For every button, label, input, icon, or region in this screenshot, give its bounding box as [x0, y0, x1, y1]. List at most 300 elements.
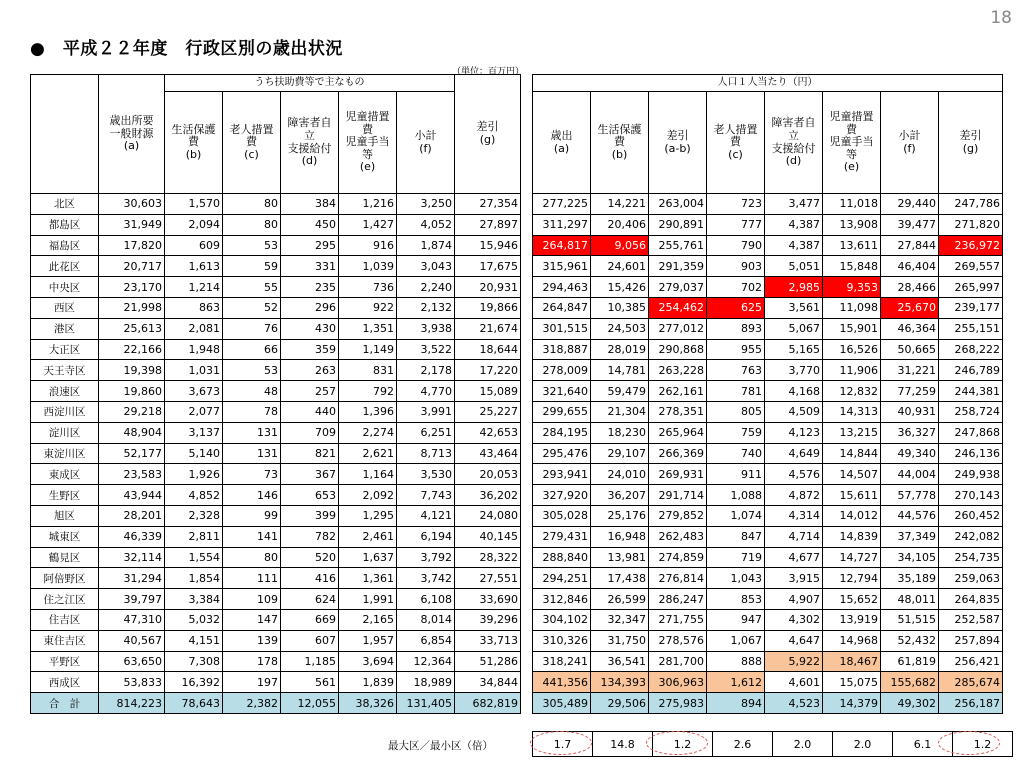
table-cell: 430: [281, 318, 339, 339]
table-cell: 256,421: [939, 651, 1003, 672]
rheader-a: 歳出 (a): [533, 92, 591, 194]
table-row: [31, 381, 521, 402]
table-cell: 53: [223, 235, 281, 256]
table-cell: 1,637: [339, 547, 397, 568]
table-cell: 2,328: [165, 505, 223, 526]
table-row: [533, 297, 1003, 318]
table-cell: 4,576: [765, 464, 823, 485]
table-cell: 20,931: [455, 277, 521, 298]
table-cell: 268,222: [939, 339, 1003, 360]
table-cell: 318,887: [533, 339, 591, 360]
right-per-capita-table: [532, 74, 1003, 714]
table-cell: 78: [223, 401, 281, 422]
table-cell: 1,216: [339, 194, 397, 215]
table-cell: 1,874: [397, 235, 455, 256]
table-row: [533, 672, 1003, 693]
table-cell: 33,713: [455, 630, 521, 651]
table-cell: 36,327: [881, 422, 939, 443]
table-cell: 14,221: [591, 194, 649, 215]
district-name: 浪速区: [31, 381, 99, 402]
total-cell: 29,506: [591, 693, 649, 714]
table-row: [31, 297, 521, 318]
table-cell: 18,467: [823, 651, 881, 672]
table-cell: 15,075: [823, 672, 881, 693]
table-cell: 290,868: [649, 339, 707, 360]
table-row: [31, 609, 521, 630]
table-cell: 6,854: [397, 630, 455, 651]
table-cell: 258,724: [939, 401, 1003, 422]
table-row: [533, 194, 1003, 215]
table-cell: 263,228: [649, 360, 707, 381]
table-cell: 19,860: [99, 381, 165, 402]
table-cell: 244,381: [939, 381, 1003, 402]
table-cell: 893: [707, 318, 765, 339]
table-cell: 723: [707, 194, 765, 215]
table-cell: 274,859: [649, 547, 707, 568]
table-cell: 31,949: [99, 214, 165, 235]
table-cell: 777: [707, 214, 765, 235]
total-cell: 256,187: [939, 693, 1003, 714]
ratio-cell: 2.0: [773, 732, 833, 757]
table-cell: 3,522: [397, 339, 455, 360]
table-cell: 40,145: [455, 526, 521, 547]
table-cell: 903: [707, 256, 765, 277]
table-cell: 131: [223, 422, 281, 443]
table-row: [31, 214, 521, 235]
table-cell: 19,866: [455, 297, 521, 318]
table-cell: 1,067: [707, 630, 765, 651]
table-cell: 4,121: [397, 505, 455, 526]
table-cell: 2,461: [339, 526, 397, 547]
table-cell: 653: [281, 485, 339, 506]
table-cell: 399: [281, 505, 339, 526]
total-cell: 814,223: [99, 693, 165, 714]
district-name: 淀川区: [31, 422, 99, 443]
table-row: [533, 651, 1003, 672]
table-cell: 450: [281, 214, 339, 235]
table-cell: 4,714: [765, 526, 823, 547]
page-title: ● 平成２２年度 行政区別の歳出状況: [30, 39, 343, 59]
table-cell: 3,792: [397, 547, 455, 568]
table-cell: 293,941: [533, 464, 591, 485]
table-cell: 24,601: [591, 256, 649, 277]
district-name: 旭区: [31, 505, 99, 526]
district-name: 生野区: [31, 485, 99, 506]
table-cell: 48,011: [881, 589, 939, 610]
table-cell: 131: [223, 443, 281, 464]
district-name: 城東区: [31, 526, 99, 547]
table-cell: 52,432: [881, 630, 939, 651]
table-cell: 52,177: [99, 443, 165, 464]
table-cell: 42,653: [455, 422, 521, 443]
table-cell: 147: [223, 609, 281, 630]
district-name: 住吉区: [31, 609, 99, 630]
table-cell: 9,056: [591, 235, 649, 256]
table-row: [31, 505, 521, 526]
table-cell: 254,462: [649, 297, 707, 318]
ratio-cell: 1.7: [533, 732, 593, 757]
total-cell: 12,055: [281, 693, 339, 714]
table-cell: 1,839: [339, 672, 397, 693]
table-cell: 922: [339, 297, 397, 318]
table-cell: 295: [281, 235, 339, 256]
table-cell: 790: [707, 235, 765, 256]
table-cell: 239,177: [939, 297, 1003, 318]
table-cell: 80: [223, 214, 281, 235]
table-cell: 11,906: [823, 360, 881, 381]
rheader-e: 児童措置費 児童手当等 (e): [823, 92, 881, 194]
table-cell: 109: [223, 589, 281, 610]
district-name: 東成区: [31, 464, 99, 485]
district-name: 阿倍野区: [31, 568, 99, 589]
table-cell: 311,297: [533, 214, 591, 235]
total-cell: 2,382: [223, 693, 281, 714]
table-cell: 291,359: [649, 256, 707, 277]
table-cell: 21,304: [591, 401, 649, 422]
table-row: [31, 547, 521, 568]
table-row: [533, 485, 1003, 506]
table-cell: 43,464: [455, 443, 521, 464]
table-cell: 27,897: [455, 214, 521, 235]
table-cell: 3,694: [339, 651, 397, 672]
district-name: 住之江区: [31, 589, 99, 610]
table-cell: 911: [707, 464, 765, 485]
table-cell: 12,794: [823, 568, 881, 589]
table-cell: 266,369: [649, 443, 707, 464]
total-row: [31, 693, 521, 714]
table-cell: 29,440: [881, 194, 939, 215]
table-cell: 14,507: [823, 464, 881, 485]
table-cell: 111: [223, 568, 281, 589]
table-cell: 34,105: [881, 547, 939, 568]
table-cell: 21,674: [455, 318, 521, 339]
table-cell: 719: [707, 547, 765, 568]
table-cell: 16,392: [165, 672, 223, 693]
table-cell: 4,872: [765, 485, 823, 506]
table-row: [533, 318, 1003, 339]
table-cell: 1,396: [339, 401, 397, 422]
table-cell: 831: [339, 360, 397, 381]
table-row: [31, 651, 521, 672]
table-cell: 763: [707, 360, 765, 381]
table-cell: 367: [281, 464, 339, 485]
table-cell: 80: [223, 547, 281, 568]
header-d: 障害者自立 支援給付 (d): [281, 92, 339, 194]
table-cell: 1,039: [339, 256, 397, 277]
table-cell: 3,742: [397, 568, 455, 589]
table-cell: 3,384: [165, 589, 223, 610]
total-cell: 38,326: [339, 693, 397, 714]
table-cell: 3,991: [397, 401, 455, 422]
table-cell: 139: [223, 630, 281, 651]
table-cell: 11,018: [823, 194, 881, 215]
table-cell: 13,611: [823, 235, 881, 256]
table-cell: 53,833: [99, 672, 165, 693]
table-cell: 4,302: [765, 609, 823, 630]
table-row: [31, 568, 521, 589]
table-cell: 3,250: [397, 194, 455, 215]
table-cell: 279,431: [533, 526, 591, 547]
table-cell: 49,340: [881, 443, 939, 464]
table-cell: 669: [281, 609, 339, 630]
table-cell: 254,735: [939, 547, 1003, 568]
table-cell: 25,227: [455, 401, 521, 422]
table-cell: 246,789: [939, 360, 1003, 381]
table-cell: 255,151: [939, 318, 1003, 339]
table-cell: 1,427: [339, 214, 397, 235]
table-cell: 47,310: [99, 609, 165, 630]
district-name: 都島区: [31, 214, 99, 235]
district-name: 東住吉区: [31, 630, 99, 651]
table-cell: 14,839: [823, 526, 881, 547]
table-cell: 4,387: [765, 235, 823, 256]
table-cell: 5,067: [765, 318, 823, 339]
table-cell: 1,926: [165, 464, 223, 485]
table-cell: 12,364: [397, 651, 455, 672]
rheader-f: 小計 (f): [881, 92, 939, 194]
table-cell: 561: [281, 672, 339, 693]
table-cell: 44,576: [881, 505, 939, 526]
table-cell: 4,770: [397, 381, 455, 402]
table-cell: 262,161: [649, 381, 707, 402]
table-cell: 31,221: [881, 360, 939, 381]
table-row: [31, 485, 521, 506]
table-cell: 3,915: [765, 568, 823, 589]
table-cell: 24,010: [591, 464, 649, 485]
table-cell: 48,904: [99, 422, 165, 443]
table-cell: 702: [707, 277, 765, 298]
table-cell: 28,019: [591, 339, 649, 360]
ratio-cell: 2.6: [713, 732, 773, 757]
total-cell: 275,983: [649, 693, 707, 714]
table-cell: 5,922: [765, 651, 823, 672]
district-name: 北区: [31, 194, 99, 215]
table-cell: 141: [223, 526, 281, 547]
rheader-g: 差引 (g): [939, 92, 1003, 194]
table-cell: 299,655: [533, 401, 591, 422]
table-cell: 236,972: [939, 235, 1003, 256]
table-row: [533, 214, 1003, 235]
table-cell: 759: [707, 422, 765, 443]
table-cell: 290,891: [649, 214, 707, 235]
table-cell: 5,032: [165, 609, 223, 630]
table-cell: 3,938: [397, 318, 455, 339]
table-cell: 306,963: [649, 672, 707, 693]
table-cell: 3,561: [765, 297, 823, 318]
unit-note: （単位：百万円）: [452, 67, 525, 77]
table-cell: 441,356: [533, 672, 591, 693]
table-cell: 17,675: [455, 256, 521, 277]
table-cell: 14,727: [823, 547, 881, 568]
table-cell: 1,361: [339, 568, 397, 589]
table-cell: 15,901: [823, 318, 881, 339]
table-cell: 5,140: [165, 443, 223, 464]
table-row: [533, 589, 1003, 610]
table-cell: 31,294: [99, 568, 165, 589]
table-cell: 1,185: [281, 651, 339, 672]
table-cell: 279,852: [649, 505, 707, 526]
header-e: 児童措置費 児童手当等 (e): [339, 92, 397, 194]
district-name: 福島区: [31, 235, 99, 256]
table-cell: 14,844: [823, 443, 881, 464]
table-cell: 55: [223, 277, 281, 298]
table-cell: 4,907: [765, 589, 823, 610]
table-cell: 3,530: [397, 464, 455, 485]
table-row: [533, 256, 1003, 277]
table-cell: 270,143: [939, 485, 1003, 506]
table-cell: 18,989: [397, 672, 455, 693]
table-row: [31, 360, 521, 381]
table-cell: 276,814: [649, 568, 707, 589]
table-cell: 77,259: [881, 381, 939, 402]
ratio-label: 最大区／最小区（倍）: [388, 740, 493, 752]
table-row: [31, 235, 521, 256]
table-cell: 32,114: [99, 547, 165, 568]
table-cell: 4,052: [397, 214, 455, 235]
table-cell: 264,817: [533, 235, 591, 256]
ratio-cell: 1.2: [653, 732, 713, 757]
table-row: [31, 194, 521, 215]
table-cell: 2,985: [765, 277, 823, 298]
table-cell: 3,770: [765, 360, 823, 381]
table-cell: 34,844: [455, 672, 521, 693]
table-cell: 16,948: [591, 526, 649, 547]
table-cell: 3,137: [165, 422, 223, 443]
table-cell: 50,665: [881, 339, 939, 360]
table-cell: 46,339: [99, 526, 165, 547]
table-cell: 1,043: [707, 568, 765, 589]
table-cell: 1,149: [339, 339, 397, 360]
ratio-cell: 1.2: [953, 732, 1013, 757]
table-cell: 246,136: [939, 443, 1003, 464]
table-cell: 4,387: [765, 214, 823, 235]
ratio-cell: 6.1: [893, 732, 953, 757]
header-c: 老人措置費 (c): [223, 92, 281, 194]
table-cell: 25,176: [591, 505, 649, 526]
table-cell: 36,207: [591, 485, 649, 506]
table-cell: 295,476: [533, 443, 591, 464]
table-cell: 1,088: [707, 485, 765, 506]
table-cell: 2,811: [165, 526, 223, 547]
rheader-d: 障害者自立 支援給付 (d): [765, 92, 823, 194]
table-cell: 51,515: [881, 609, 939, 630]
table-cell: 294,463: [533, 277, 591, 298]
table-row: [533, 360, 1003, 381]
total-row: [533, 693, 1003, 714]
table-cell: 624: [281, 589, 339, 610]
table-cell: 17,438: [591, 568, 649, 589]
table-cell: 4,509: [765, 401, 823, 422]
table-cell: 1,613: [165, 256, 223, 277]
table-cell: 792: [339, 381, 397, 402]
table-cell: 947: [707, 609, 765, 630]
table-cell: 6,251: [397, 422, 455, 443]
table-cell: 30,603: [99, 194, 165, 215]
district-name: 中央区: [31, 277, 99, 298]
table-cell: 17,820: [99, 235, 165, 256]
table-row: [533, 235, 1003, 256]
table-cell: 21,998: [99, 297, 165, 318]
table-cell: 29,107: [591, 443, 649, 464]
table-row: [533, 339, 1003, 360]
highlight-circle: [530, 731, 592, 755]
table-row: [31, 339, 521, 360]
total-cell: 682,819: [455, 693, 521, 714]
table-cell: 863: [165, 297, 223, 318]
rheader-c: 老人措置費 (c): [707, 92, 765, 194]
ratio-cell: 14.8: [593, 732, 653, 757]
table-row: [533, 401, 1003, 422]
table-cell: 3,043: [397, 256, 455, 277]
table-row: [533, 464, 1003, 485]
table-cell: 5,051: [765, 256, 823, 277]
table-cell: 10,385: [591, 297, 649, 318]
table-cell: 821: [281, 443, 339, 464]
table-cell: 24,503: [591, 318, 649, 339]
district-name: 西淀川区: [31, 401, 99, 422]
table-cell: 2,077: [165, 401, 223, 422]
table-cell: 44,004: [881, 464, 939, 485]
table-cell: 80: [223, 194, 281, 215]
group-header-per-capita: 人口１人当たり（円）: [533, 75, 1003, 92]
table-cell: 1,570: [165, 194, 223, 215]
table-cell: 257,894: [939, 630, 1003, 651]
table-cell: 278,576: [649, 630, 707, 651]
table-cell: 1,074: [707, 505, 765, 526]
table-cell: 40,567: [99, 630, 165, 651]
table-cell: 15,652: [823, 589, 881, 610]
table-cell: 281,700: [649, 651, 707, 672]
table-row: [533, 505, 1003, 526]
table-cell: 66: [223, 339, 281, 360]
table-cell: 235: [281, 277, 339, 298]
table-cell: 7,743: [397, 485, 455, 506]
header-b: 生活保護費 (b): [165, 92, 223, 194]
table-cell: 2,178: [397, 360, 455, 381]
rheader-ab: 差引 (a-b): [649, 92, 707, 194]
table-cell: 1,554: [165, 547, 223, 568]
table-cell: 1,164: [339, 464, 397, 485]
table-cell: 249,938: [939, 464, 1003, 485]
table-cell: 247,786: [939, 194, 1003, 215]
table-cell: 709: [281, 422, 339, 443]
table-cell: 301,515: [533, 318, 591, 339]
table-cell: 805: [707, 401, 765, 422]
table-cell: 12,832: [823, 381, 881, 402]
table-cell: 23,583: [99, 464, 165, 485]
table-cell: 294,251: [533, 568, 591, 589]
total-cell: 78,643: [165, 693, 223, 714]
table-cell: 4,647: [765, 630, 823, 651]
table-row: [31, 526, 521, 547]
table-cell: 7,308: [165, 651, 223, 672]
table-row: [533, 526, 1003, 547]
table-cell: 265,997: [939, 277, 1003, 298]
table-cell: 4,151: [165, 630, 223, 651]
district-name: 港区: [31, 318, 99, 339]
header-a: 歳出所要 一般財源 (a): [99, 75, 165, 194]
table-cell: 247,868: [939, 422, 1003, 443]
table-cell: 20,053: [455, 464, 521, 485]
district-name: 平野区: [31, 651, 99, 672]
table-cell: 13,981: [591, 547, 649, 568]
table-row: [31, 672, 521, 693]
table-cell: 37,349: [881, 526, 939, 547]
table-cell: 134,393: [591, 672, 649, 693]
table-cell: 440: [281, 401, 339, 422]
table-cell: 782: [281, 526, 339, 547]
total-cell: 305,489: [533, 693, 591, 714]
